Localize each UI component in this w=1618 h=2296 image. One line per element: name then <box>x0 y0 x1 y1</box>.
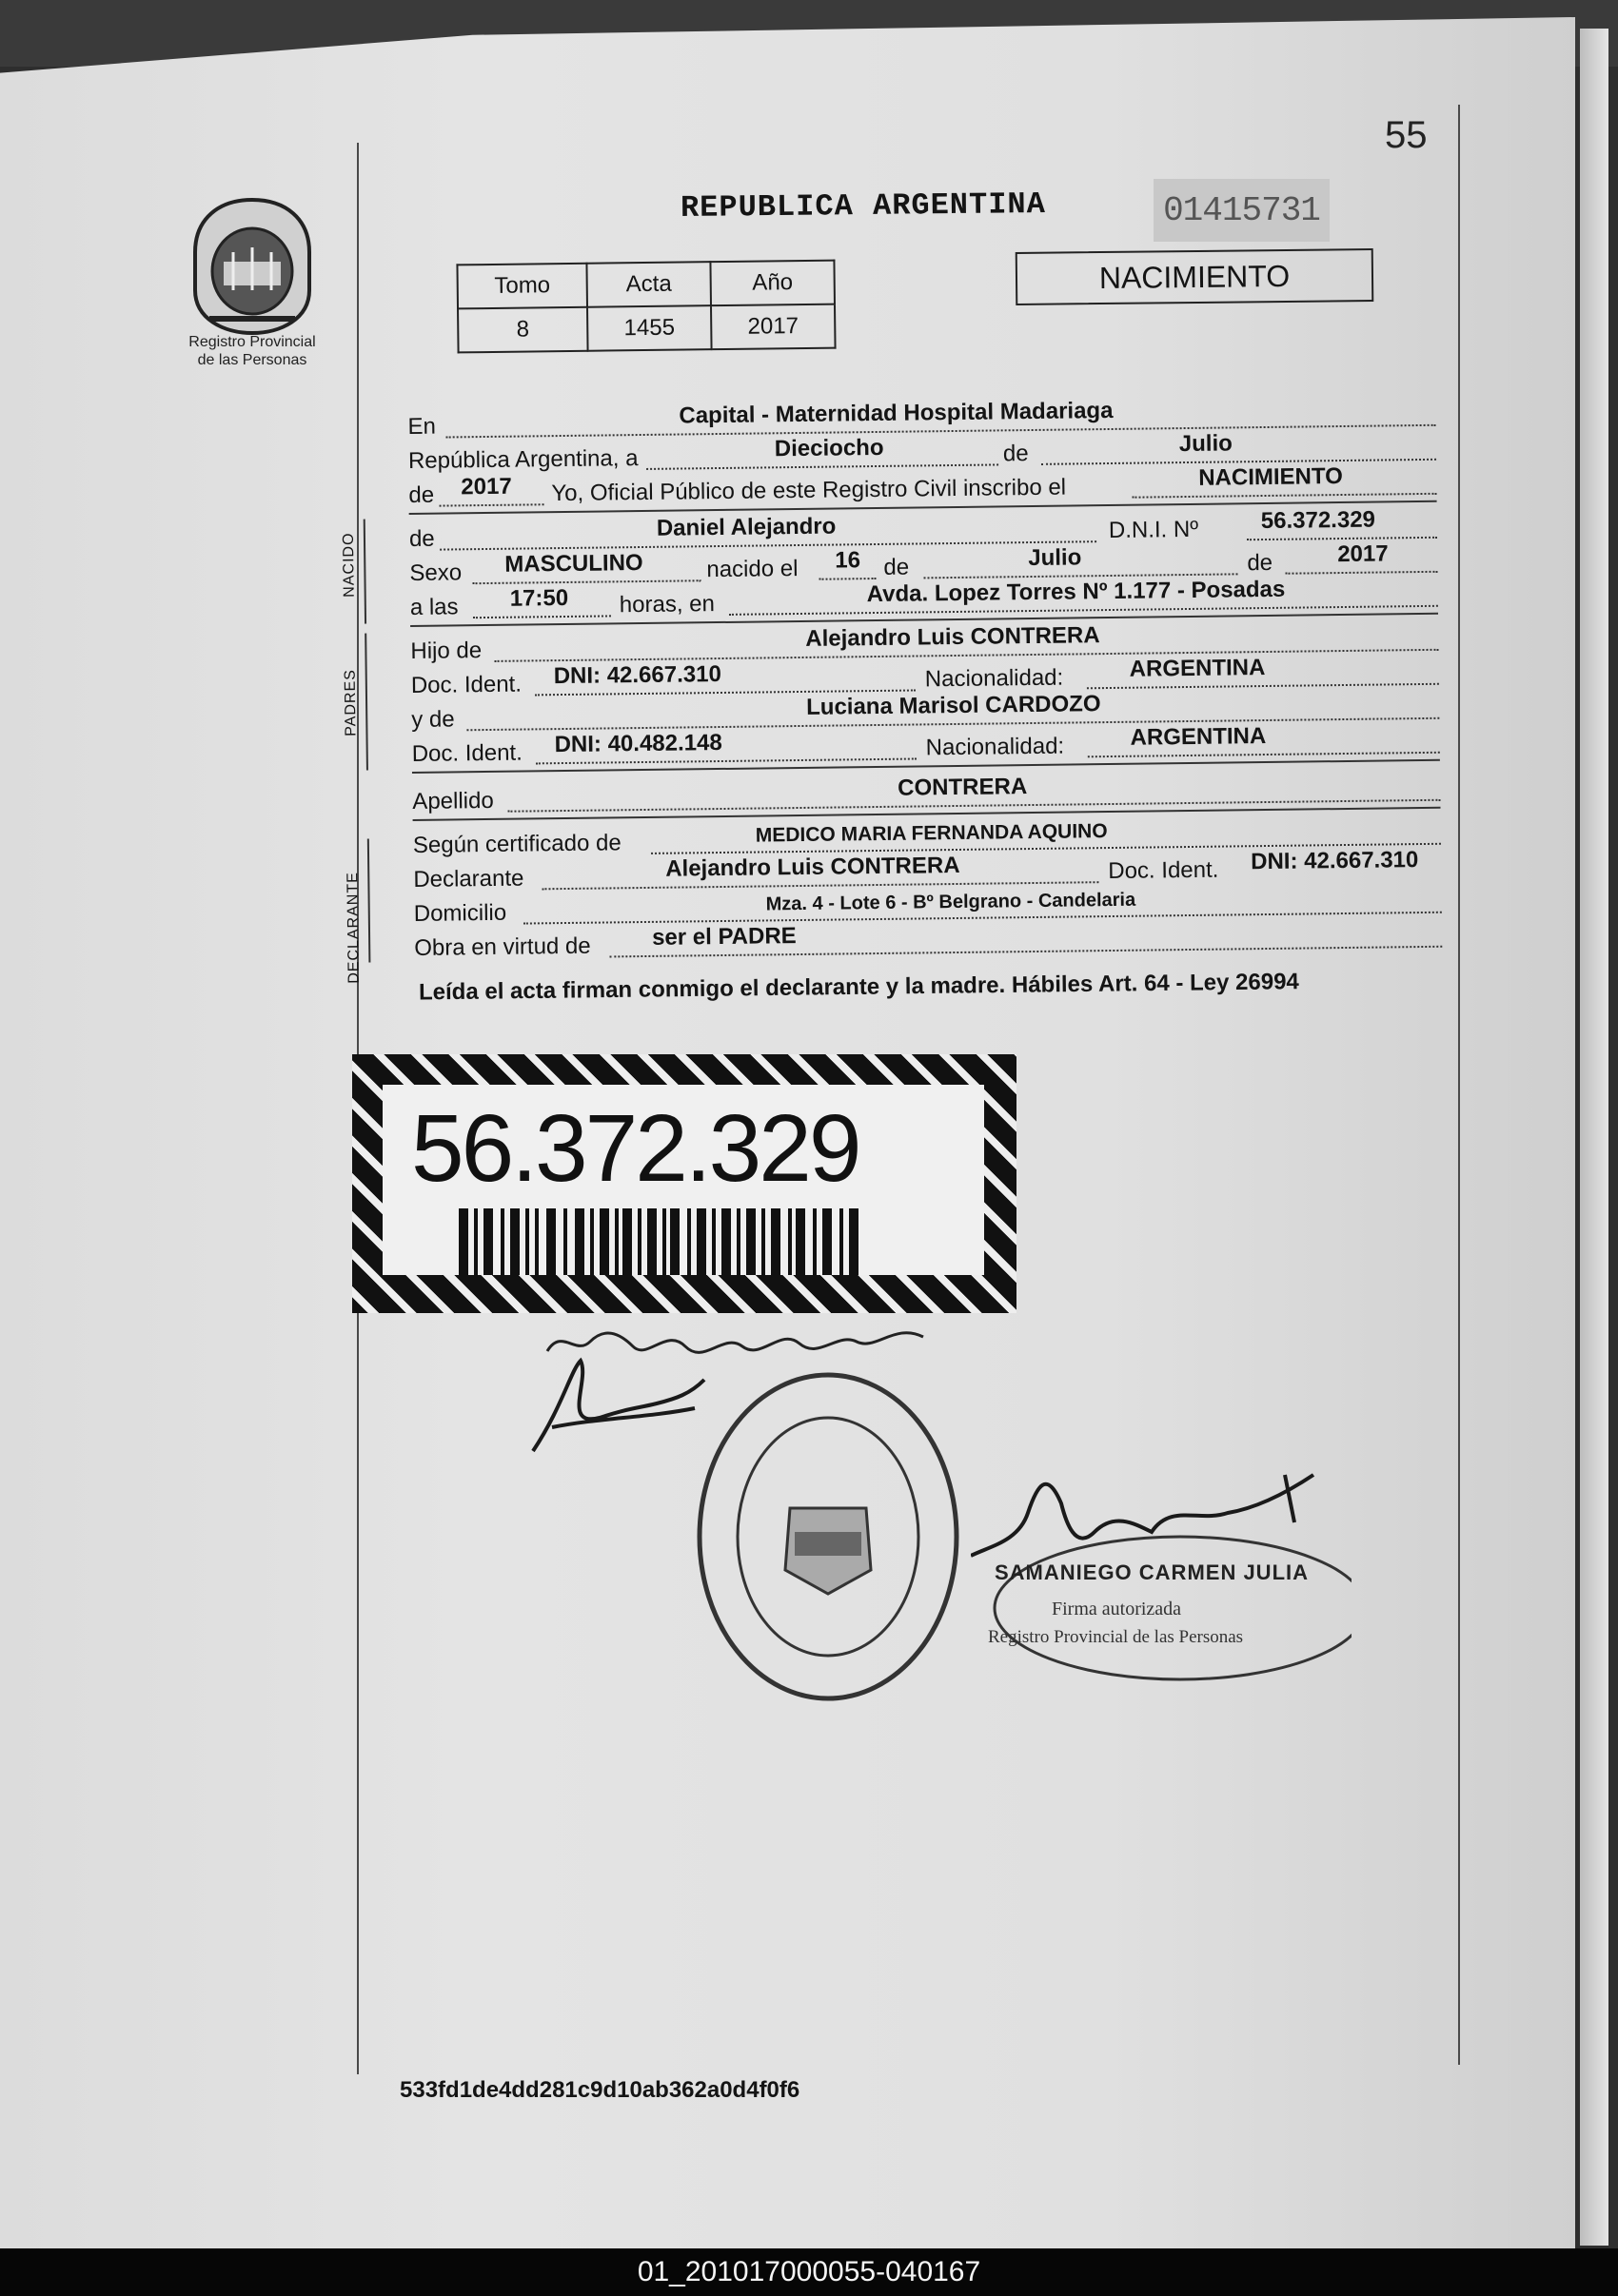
value-padre: Alejandro Luis CONTRERA <box>805 622 1100 652</box>
province-seal-logo <box>190 195 314 338</box>
value-padre-doc: DNI: 42.667.310 <box>553 660 722 690</box>
label-inscribo: Yo, Oficial Público de este Registro Civil inscribo el <box>551 474 1067 507</box>
serial-number: 01415731 <box>1154 179 1330 242</box>
value-madre-doc: DNI: 40.482.148 <box>554 729 722 758</box>
value-mes: Julio <box>1178 430 1233 458</box>
value-obra: ser el PADRE <box>651 923 797 951</box>
dotted-fill <box>1041 430 1436 465</box>
value-declarante: Alejandro Luis CONTRERA <box>665 852 960 882</box>
value-nac-anio: 2017 <box>1337 540 1389 568</box>
document-title: REPUBLICA ARGENTINA <box>680 186 1047 226</box>
dni-sticker-number: 56.372.329 <box>411 1095 859 1202</box>
label-nacido-el: nacido el <box>706 556 799 583</box>
value-certificado: MEDICO MARIA FERNANDA AQUINO <box>755 820 1108 847</box>
footer-id: 01_201017000055-040167 <box>637 2256 981 2287</box>
value-domicilio: Mza. 4 - Lote 6 - Bº Belgrano - Candelaria <box>765 889 1136 915</box>
official-title: Firma autorizada <box>1052 1599 1182 1619</box>
value-nac-dia: 16 <box>835 547 861 574</box>
value-sexo: MASCULINO <box>504 549 643 578</box>
dni-sticker-inner <box>383 1085 984 1275</box>
label-horas-en: horas, en <box>619 591 716 618</box>
page-edge <box>1580 29 1608 2246</box>
label-hijo-de: Hijo de <box>410 638 483 664</box>
footer-bar <box>0 2248 1618 2296</box>
registry-label <box>162 333 343 369</box>
label-y-de: y de <box>411 706 455 733</box>
label-dni: D.N.I. Nº <box>1108 516 1199 544</box>
label-certificado: Según certificado de <box>412 830 622 858</box>
tomo-value: 8 <box>458 307 588 353</box>
label-a-las: a las <box>409 594 459 620</box>
label-nac-de2: de <box>1247 549 1273 577</box>
record-table <box>456 260 836 354</box>
label-decl-doc: Doc. Ident. <box>1108 856 1219 885</box>
label-sexo: Sexo <box>409 559 463 586</box>
label-declarante: Declarante <box>413 865 524 893</box>
dni-sticker <box>352 1054 1016 1313</box>
value-decl-doc: DNI: 42.667.310 <box>1251 847 1419 875</box>
section-label-padres: PADRES <box>342 669 360 736</box>
page-number: 55 <box>1385 114 1428 156</box>
barcode-icon <box>459 1208 858 1275</box>
section-label-declarante: DECLARANTE <box>345 872 363 984</box>
value-hora: 17:50 <box>509 584 569 612</box>
acta-header: Acta <box>586 262 711 307</box>
right-margin-line <box>1458 105 1460 2065</box>
value-madre-nac: ARGENTINA <box>1130 723 1267 751</box>
registry-label-line2: de las Personas <box>197 352 307 368</box>
closing-text: Leída el acta firman conmigo el declarante y la madre. Hábiles Art. 64 - Ley 26994 <box>418 969 1299 1006</box>
registry-label-line1: Registro Provincial <box>188 334 316 350</box>
value-padre-nac: ARGENTINA <box>1129 655 1266 682</box>
label-de2: de <box>408 481 435 508</box>
value-dia: Dieciocho <box>774 434 884 462</box>
value-lugar-nac: Avda. Lopez Torres Nº 1.177 - Posadas <box>866 576 1286 608</box>
anio-header: Año <box>710 261 835 306</box>
value-anio: 2017 <box>461 473 512 500</box>
record-type-box: NACIMIENTO <box>1016 248 1374 305</box>
value-dni: 56.372.329 <box>1260 506 1376 535</box>
document-hash: 533fd1de4dd281c9d10ab362a0d4f0f6 <box>400 2077 800 2103</box>
acta-value: 1455 <box>587 305 712 351</box>
official-name: SAMANIEGO CARMEN JULIA <box>995 1560 1310 1584</box>
section-label-nacido: NACIDO <box>340 532 358 598</box>
label-doc-ident: Doc. Ident. <box>410 671 523 698</box>
label-obra: Obra en virtud de <box>414 932 591 961</box>
tomo-header: Tomo <box>457 264 587 309</box>
label-domicilio: Domicilio <box>413 899 507 927</box>
label-nacionalidad: Nacionalidad: <box>924 664 1064 693</box>
label-nac-de: de <box>883 554 910 580</box>
value-apellido: CONTRERA <box>898 774 1028 801</box>
label-de-nombre: de <box>408 525 435 552</box>
anio-value: 2017 <box>711 304 836 350</box>
value-lugar: Capital - Maternidad Hospital Madariaga <box>679 397 1114 429</box>
value-madre: Luciana Marisol CARDOZO <box>806 691 1101 720</box>
label-doc-ident-madre: Doc. Ident. <box>411 739 523 767</box>
label-nacionalidad-madre: Nacionalidad: <box>925 733 1065 761</box>
label-apellido: Apellido <box>412 787 494 814</box>
label-republica: República Argentina, a <box>407 445 639 474</box>
label-de: de <box>1002 441 1029 467</box>
value-nac-mes: Julio <box>1028 544 1082 572</box>
official-org: Registro Provincial de las Personas <box>988 1627 1244 1647</box>
label-en: En <box>407 413 437 440</box>
value-nombre: Daniel Alejandro <box>656 513 837 541</box>
value-inscribo: NACIMIENTO <box>1198 463 1343 491</box>
